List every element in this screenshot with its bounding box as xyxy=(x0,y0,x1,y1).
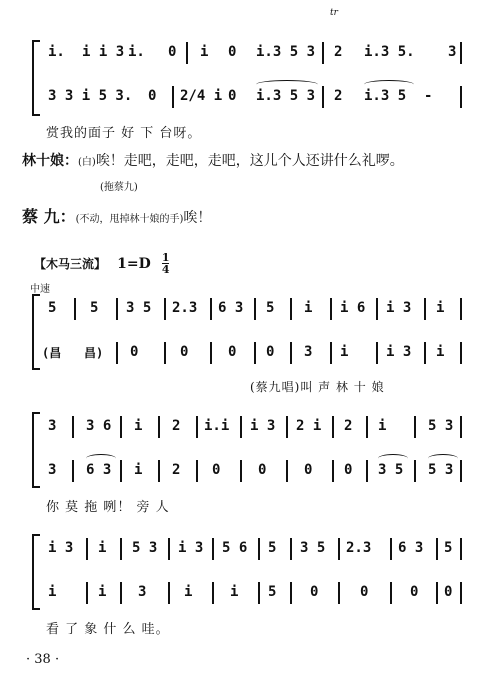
note-group: (昌 xyxy=(42,346,62,360)
note-group: 2 i xyxy=(296,418,322,434)
note-group: 5 xyxy=(266,300,275,316)
note-group: 3 5 xyxy=(300,540,326,556)
note-group: 3 xyxy=(448,44,457,60)
speaker-name: 林十娘： xyxy=(22,153,78,169)
barline xyxy=(332,460,334,482)
page-number: · 38 · xyxy=(26,652,60,667)
barline xyxy=(460,342,462,364)
barline xyxy=(210,342,212,364)
barline xyxy=(338,538,340,560)
barline xyxy=(186,42,188,64)
note-group: 0 xyxy=(228,88,237,104)
note-group: 2.3 xyxy=(346,540,372,556)
note-group: 2 xyxy=(344,418,353,434)
note-group: i xyxy=(134,462,143,478)
time-bottom: 4 xyxy=(161,263,170,276)
note-group: 6 3 xyxy=(218,300,244,316)
barline xyxy=(212,538,214,560)
note-group: i xyxy=(184,584,193,600)
note-group: 3 5 xyxy=(378,462,404,478)
note-group: i xyxy=(48,584,57,600)
staff-upper xyxy=(0,40,490,70)
tempo-marking: 中速 xyxy=(30,284,50,295)
barline xyxy=(286,460,288,482)
note-group: 昌) xyxy=(84,346,104,360)
barline xyxy=(172,86,174,108)
barline xyxy=(436,582,438,604)
note-group: i.3 5 3 xyxy=(256,44,316,60)
barline xyxy=(196,460,198,482)
dialog-text: 唉！ xyxy=(183,210,212,226)
note-group: 3 3 i 5 3. xyxy=(48,88,133,104)
note-group: i 6 xyxy=(340,300,366,316)
barline xyxy=(212,582,214,604)
note-group: i i 3 xyxy=(82,44,125,60)
note-group: i xyxy=(230,584,239,600)
note-group: 3 xyxy=(48,418,57,434)
barline xyxy=(290,582,292,604)
barline xyxy=(168,582,170,604)
lyrics-line: 赏我的面子 好 下 台呀。 xyxy=(46,126,202,141)
note-group: 0 xyxy=(130,344,139,360)
note-group: i xyxy=(436,344,445,360)
note-group: i xyxy=(436,300,445,316)
barline xyxy=(322,86,324,108)
note-group: i.3 5 xyxy=(364,88,407,104)
barline xyxy=(460,416,462,438)
barline xyxy=(424,342,426,364)
barline xyxy=(460,42,462,64)
note-group: 0 xyxy=(444,584,453,600)
note-group: 3 xyxy=(138,584,147,600)
note-group: 0 xyxy=(304,462,313,478)
note-group: 2.3 xyxy=(172,300,198,316)
note-group: 0 xyxy=(258,462,267,478)
barline xyxy=(366,416,368,438)
lyrics-line: (蔡九唱)叫 声 林 十 娘 xyxy=(250,380,385,394)
note-group: 5 6 xyxy=(222,540,248,556)
slur xyxy=(256,80,318,89)
note-group: 2/4 i xyxy=(180,88,223,104)
barline xyxy=(196,416,198,438)
note-group: 2 xyxy=(172,418,181,434)
note-group: 0 xyxy=(310,584,319,600)
barline xyxy=(390,538,392,560)
barline xyxy=(72,460,74,482)
stage-direction: (不动，甩掉林十娘的手) xyxy=(75,214,184,225)
note-group: i.i xyxy=(204,418,230,434)
note-group: 0 xyxy=(148,88,157,104)
section-header xyxy=(34,252,169,275)
barline xyxy=(436,538,438,560)
stage-direction: (白) xyxy=(78,157,96,168)
note-group: i 3 xyxy=(48,540,74,556)
barline xyxy=(460,460,462,482)
barline xyxy=(460,86,462,108)
note-group: 2 xyxy=(334,88,343,104)
note-group: i xyxy=(340,344,349,360)
note-group: i. xyxy=(128,44,145,60)
staff-upper xyxy=(0,414,490,444)
note-group: i.3 5 3 xyxy=(256,88,316,104)
barline xyxy=(240,416,242,438)
lyrics-line: 你 莫 拖 咧！ 旁 人 xyxy=(46,500,170,515)
speaker-name: 蔡 九： xyxy=(22,207,76,226)
barline xyxy=(290,342,292,364)
note-group: 2 xyxy=(172,462,181,478)
note-group: i xyxy=(378,418,387,434)
barline xyxy=(74,298,76,320)
note-group: 0 xyxy=(410,584,419,600)
note-group: 5 3 xyxy=(132,540,158,556)
barline xyxy=(86,582,88,604)
note-group: 0 xyxy=(212,462,221,478)
slur xyxy=(86,454,116,463)
barline xyxy=(158,416,160,438)
slur xyxy=(364,80,414,89)
note-group: i xyxy=(200,44,209,60)
barline xyxy=(330,342,332,364)
barline xyxy=(120,582,122,604)
note-group: 3 xyxy=(304,344,313,360)
trill-mark: tr xyxy=(330,8,338,18)
staff-lower xyxy=(0,84,490,114)
note-group: 0 xyxy=(228,344,237,360)
barline xyxy=(322,42,324,64)
note-group: 0 xyxy=(344,462,353,478)
barline xyxy=(116,298,118,320)
barline xyxy=(72,416,74,438)
barline xyxy=(460,582,462,604)
barline xyxy=(120,538,122,560)
slur xyxy=(428,454,458,463)
barline xyxy=(366,460,368,482)
dialog-text: 唉！走吧，走吧，走吧，这儿个人还讲什么礼啰。 xyxy=(95,153,404,169)
note-group: 3 6 xyxy=(86,418,112,434)
barline xyxy=(120,416,122,438)
barline xyxy=(290,298,292,320)
note-group: 6 3 xyxy=(398,540,424,556)
barline xyxy=(414,460,416,482)
barline xyxy=(290,538,292,560)
barline xyxy=(332,416,334,438)
note-group: i.3 5. xyxy=(364,44,415,60)
note-group: i xyxy=(304,300,313,316)
note-group: i xyxy=(98,584,107,600)
barline xyxy=(424,298,426,320)
time-signature xyxy=(162,252,170,275)
key-signature: 1=D xyxy=(117,256,151,272)
barline xyxy=(330,298,332,320)
note-group: 3 5 xyxy=(126,300,152,316)
barline xyxy=(376,298,378,320)
note-group: 5 xyxy=(268,540,277,556)
barline xyxy=(286,416,288,438)
note-group: 0 xyxy=(180,344,189,360)
time-top: 1 xyxy=(161,251,170,264)
note-group: 5 xyxy=(90,300,99,316)
note-group: 0 xyxy=(360,584,369,600)
barline xyxy=(116,342,118,364)
barline xyxy=(414,416,416,438)
note-group: i 3 xyxy=(178,540,204,556)
barline xyxy=(254,298,256,320)
barline xyxy=(338,582,340,604)
note-group: 5 xyxy=(48,300,57,316)
note-group: i 3 xyxy=(386,344,412,360)
slur xyxy=(378,454,408,463)
note-group: 0 xyxy=(168,44,177,60)
barline xyxy=(240,460,242,482)
barline xyxy=(158,460,160,482)
stage-direction-line: (拖蔡九) xyxy=(100,182,138,193)
note-group: 5 3 xyxy=(428,418,454,434)
barline xyxy=(460,298,462,320)
note-group: i 3 xyxy=(250,418,276,434)
note-group: 3 xyxy=(48,462,57,478)
barline xyxy=(164,298,166,320)
note-group: i xyxy=(134,418,143,434)
note-group: 5 3 xyxy=(428,462,454,478)
barline xyxy=(86,538,88,560)
lyrics-line: 看 了 象 什 么 哇。 xyxy=(46,622,170,637)
barline xyxy=(120,460,122,482)
note-group: 0 xyxy=(228,44,237,60)
note-group: i 3 xyxy=(386,300,412,316)
note-group: 5 xyxy=(444,540,453,556)
note-group: 5 xyxy=(268,584,277,600)
note-group: - xyxy=(424,88,433,104)
note-group: 6 3 xyxy=(86,462,112,478)
dialog-line-cai xyxy=(22,204,211,227)
note-group: i. xyxy=(48,44,65,60)
staff-lower xyxy=(0,458,490,488)
barline xyxy=(258,538,260,560)
note-group: 2 xyxy=(334,44,343,60)
barline xyxy=(254,342,256,364)
barline xyxy=(164,342,166,364)
barline xyxy=(460,538,462,560)
barline xyxy=(390,582,392,604)
barline xyxy=(258,582,260,604)
barline xyxy=(210,298,212,320)
staff-upper xyxy=(0,536,490,566)
barline xyxy=(168,538,170,560)
staff-upper xyxy=(0,296,490,326)
dialog-line-lin xyxy=(22,150,404,170)
barline xyxy=(376,342,378,364)
note-group: i xyxy=(98,540,107,556)
staff-lower xyxy=(0,340,490,370)
note-group: 0 xyxy=(266,344,275,360)
section-title: 【木马三流】 xyxy=(34,257,107,271)
staff-lower xyxy=(0,580,490,610)
